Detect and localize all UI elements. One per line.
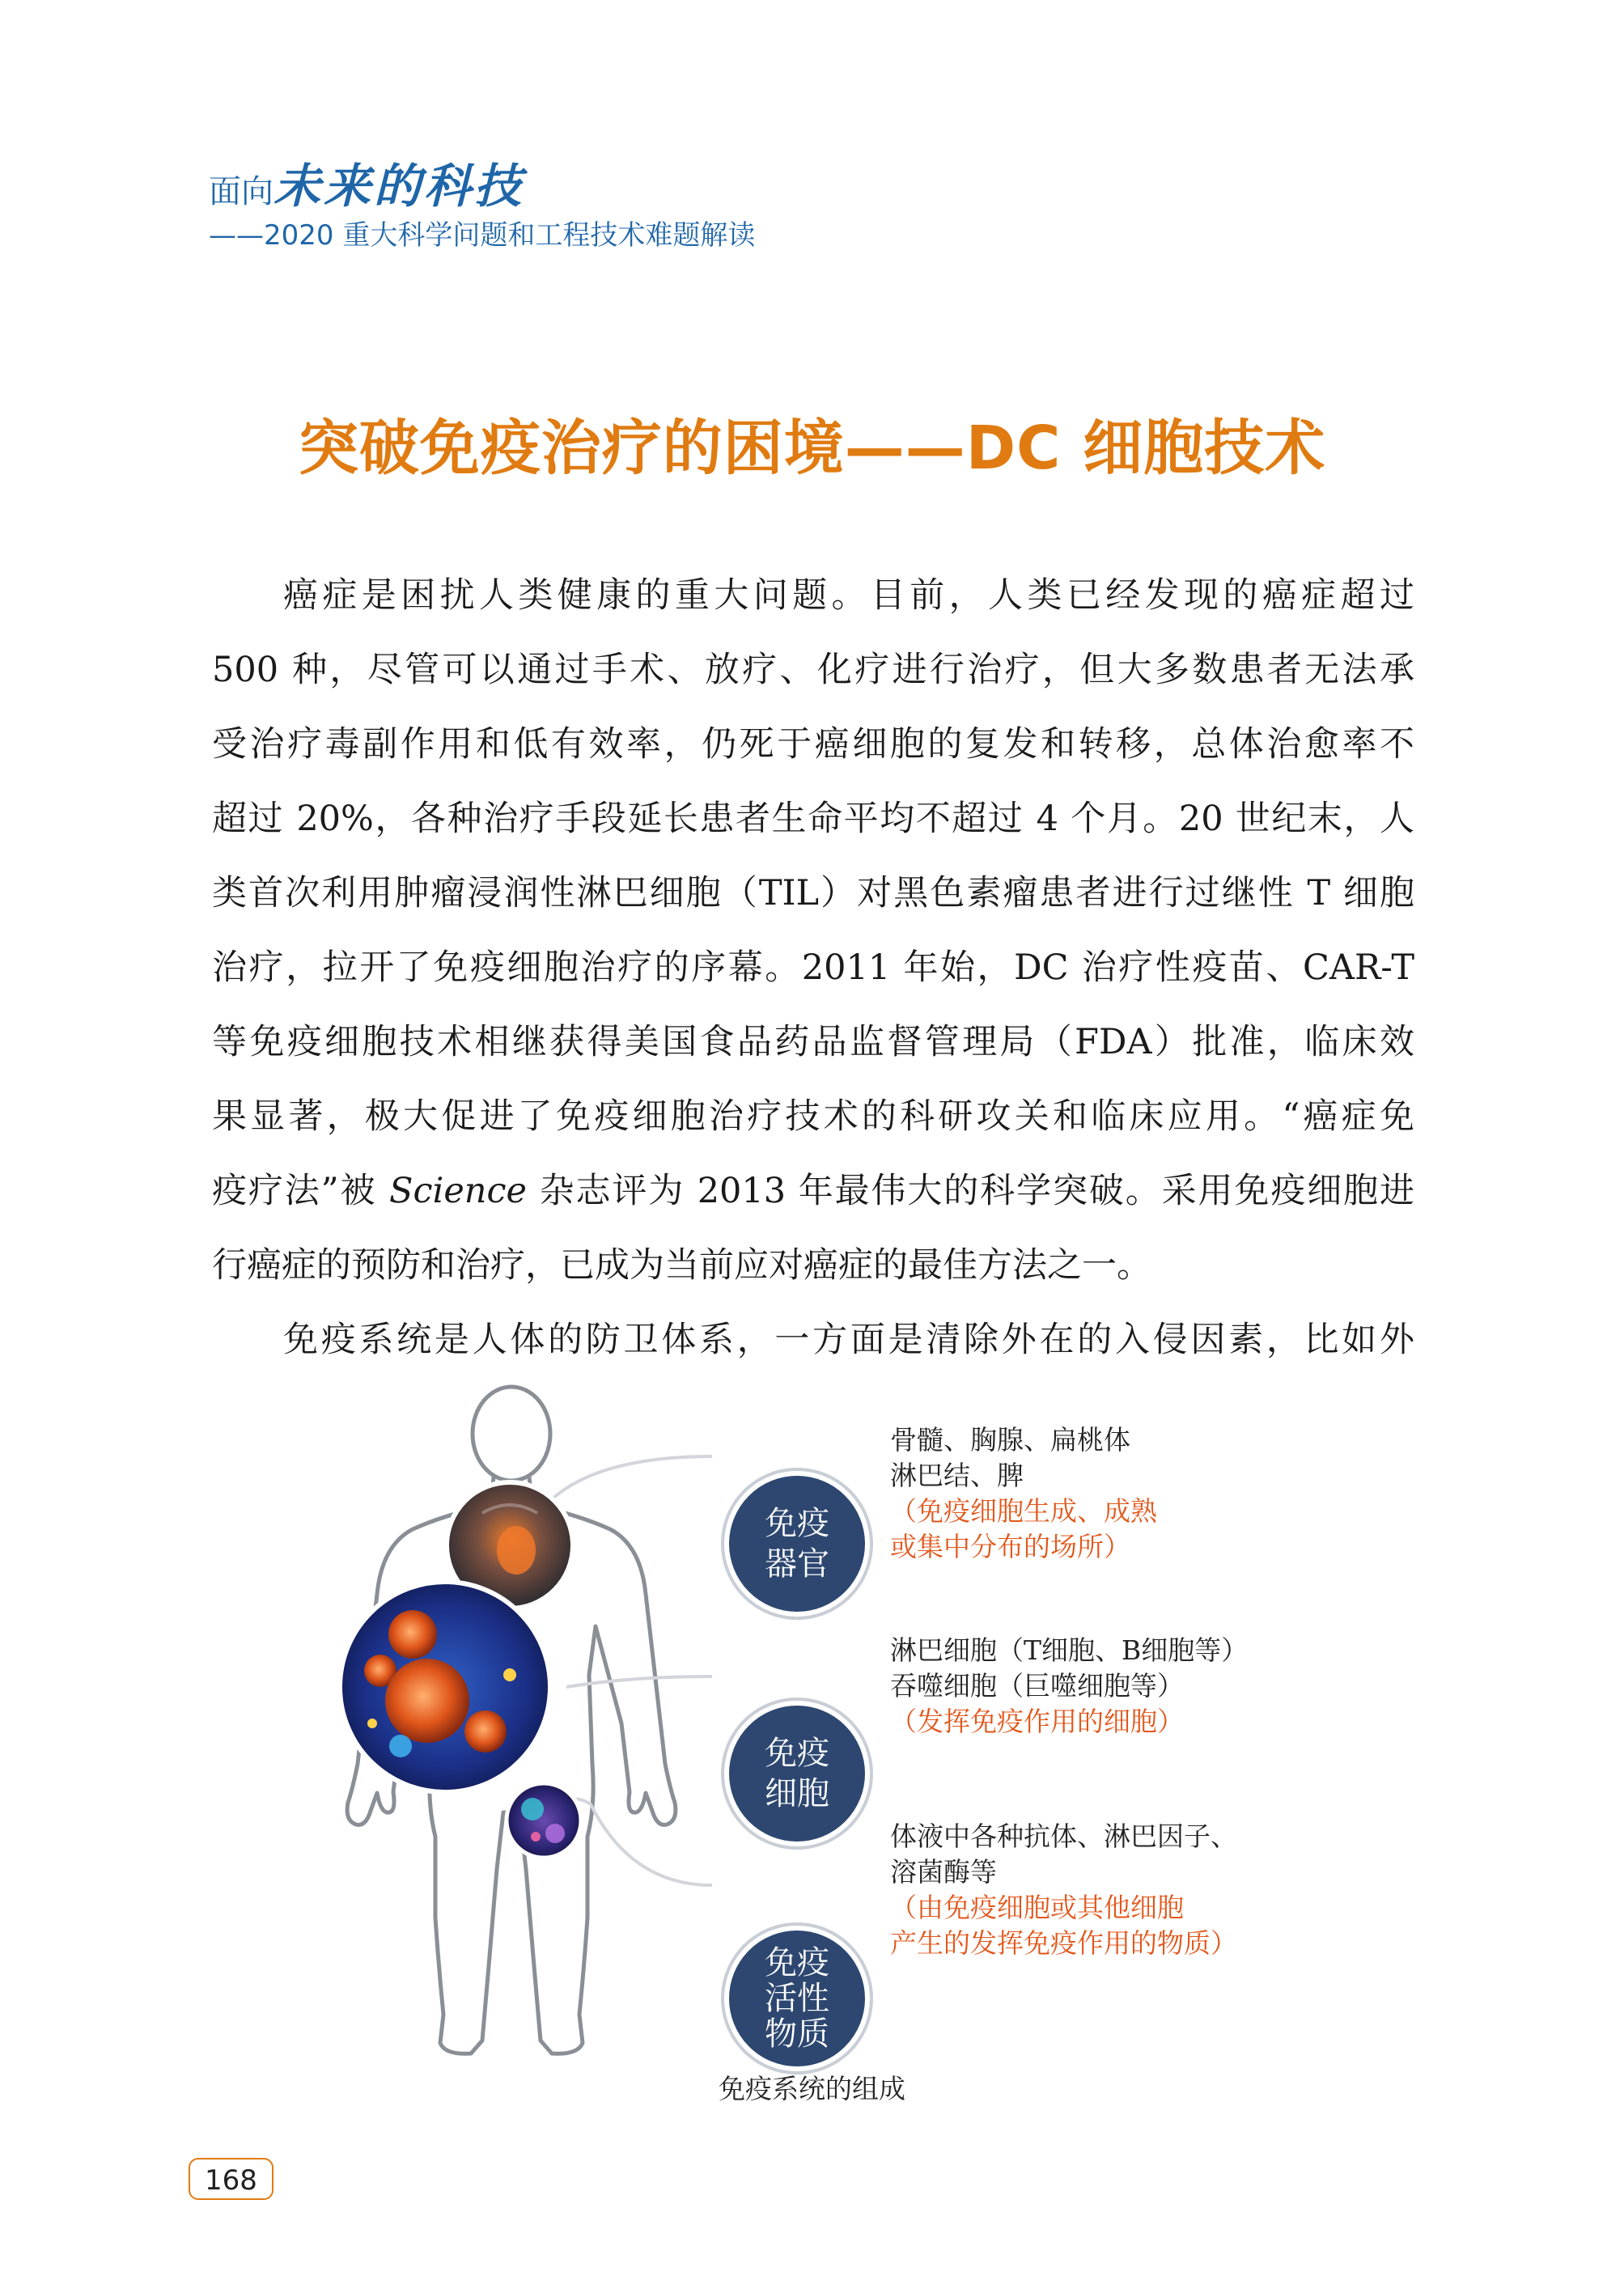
desc-note: （发挥免疫作用的细胞） — [890, 1706, 1184, 1737]
desc-note: （由免疫细胞或其他细胞 — [890, 1892, 1184, 1923]
paragraph-1-line: 癌症是困扰人类健康的重大问题。目前，人类已经发现的癌症超过 — [283, 575, 1414, 616]
badge-line: 免疫 — [765, 1944, 829, 1981]
badge-line: 细胞 — [765, 1775, 829, 1812]
paragraph-1-line — [212, 1154, 1414, 1228]
paragraph-1-line: 等免疫细胞技术相继获得美国食品药品监督管理局（FDA）批准，临床效 — [212, 1022, 1414, 1062]
paragraph-1-line: 类首次利用肿瘤浸润性淋巴细胞（TIL）对黑色素瘤患者进行过继性 T 细胞 — [212, 873, 1414, 913]
desc-line: 骨髓、胸腺、扁桃体 — [890, 1424, 1130, 1456]
desc-immune-organ — [890, 1422, 1157, 1565]
paragraph-2-line: 免疫系统是人体的防卫体系，一方面是清除外在的入侵因素，比如外 — [283, 1320, 1414, 1360]
paragraph-1-line: 果显著，极大促进了免疫细胞治疗技术的科研攻关和临床应用。“癌症免 — [212, 1096, 1414, 1137]
desc-note: （免疫细胞生成、成熟 — [890, 1495, 1157, 1527]
journal-name: Science — [389, 1171, 527, 1211]
article-title: 突破免疫治疗的困境——DC 细胞技术 — [298, 413, 1326, 483]
figure-caption: 免疫系统的组成 — [719, 2073, 905, 2104]
desc-line: 吞噬细胞（巨噬细胞等） — [890, 1670, 1184, 1702]
running-header — [209, 159, 756, 253]
header-script-title: 未来的科技 — [273, 159, 525, 214]
desc-note: 或集中分布的场所） — [890, 1531, 1130, 1562]
badge-immune-substance — [724, 1926, 870, 2071]
desc-line: 淋巴结、脾 — [890, 1460, 1024, 1491]
paragraph-1-line: 受治疗毒副作用和低有效率，仍死于癌细胞的复发和转移，总体治愈率不 — [212, 724, 1414, 765]
badge-line: 活性 — [765, 1980, 829, 2017]
badge-line: 器官 — [765, 1545, 829, 1583]
badge-immune-organ — [724, 1471, 870, 1617]
cell-image — [340, 1582, 550, 1792]
desc-line: 体液中各种抗体、淋巴因子、 — [890, 1820, 1237, 1852]
header-subtitle: ——2020 重大科学问题和工程技术难题解读 — [209, 219, 756, 252]
badge-line: 免疫 — [765, 1735, 829, 1772]
paragraph-1-line: 行癌症的预防和治疗，已成为当前应对癌症的最佳方法之一。 — [212, 1245, 1151, 1286]
badge-immune-cell — [724, 1701, 870, 1846]
desc-line: 溶菌酶等 — [890, 1856, 997, 1888]
page-number: 168 — [189, 2158, 273, 2200]
desc-immune-cell — [890, 1633, 1248, 1740]
immune-system-figure — [324, 1384, 1311, 2063]
desc-note: 产生的发挥免疫作用的物质） — [890, 1927, 1237, 1959]
badge-line: 免疫 — [765, 1505, 829, 1542]
paragraph-1-line: 治疗，拉开了免疫细胞治疗的序幕。2011 年始，DC 治疗性疫苗、CAR-T — [212, 947, 1414, 988]
paragraph-1-line: 500 种，尽管可以通过手术、放疗、化疗进行治疗，但大多数患者无法承 — [212, 650, 1414, 690]
header-prefix: 面向 — [209, 173, 273, 210]
line-text: 杂志评为 2013 年最伟大的科学突破。采用免疫细胞进 — [527, 1171, 1415, 1211]
line-text: 疫疗法”被 — [212, 1171, 390, 1211]
badge-line: 物质 — [765, 2015, 829, 2053]
desc-immune-substance — [890, 1819, 1237, 1961]
substance-image — [507, 1783, 581, 1858]
paragraph-1-line: 超过 20%，各种治疗手段延长患者生命平均不超过 4 个月。20 世纪末，人 — [212, 799, 1414, 839]
article-body — [212, 558, 1414, 1377]
desc-line: 淋巴细胞（T细胞、B细胞等） — [890, 1634, 1249, 1666]
